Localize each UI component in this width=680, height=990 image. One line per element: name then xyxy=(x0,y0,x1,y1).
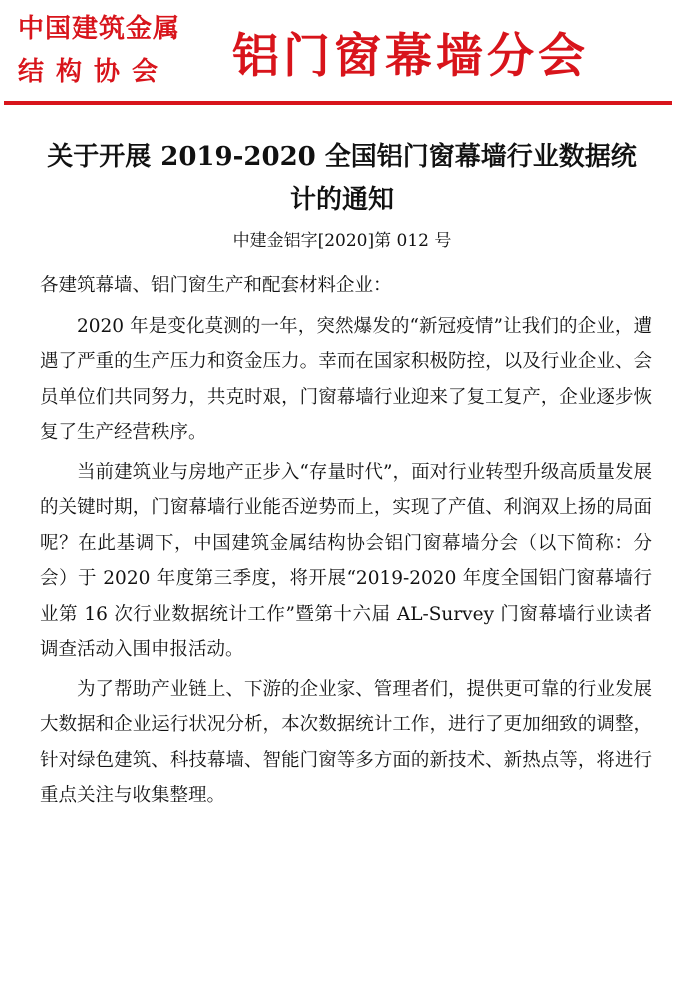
body-paragraph-3: 为了帮助产业链上、下游的企业家、管理者们，提供更可靠的行业发展大数据和企业运行状况分析，本次数据统计工作，进行了更加细致的调整，针对绿色建筑、科技幕墙、智能门窗等多方面的新技术、新热点等，将进行重点关注与收集整理。 xyxy=(40,678,652,806)
document-number: 中建金铝字[2020]第 012 号 xyxy=(232,231,452,251)
organization-name xyxy=(18,8,218,94)
document-title: 关于开展 2019-2020 全国铝门窗幕墙行业数据统计的通知 xyxy=(47,142,637,215)
salutation: 各建筑幕墙、铝门窗生产和配套材料企业： xyxy=(40,275,392,296)
organization-name-line2: 结构协会 xyxy=(18,57,171,87)
letterhead xyxy=(0,0,680,110)
letterhead-divider xyxy=(4,101,672,105)
body-paragraph-2: 当前建筑业与房地产正步入“存量时代”，面对行业转型升级高质量发展的关键时期，门窗幕墙行业能否逆势而上，实现了产值、利润双上扬的局面呢？在此基调下，中国建筑金属结构协会铝门窗幕墙分会（以下简称：分会）于 2020 年度第三季度，将开展“2019-2020 年度全国铝门窗幕墙行业第 16 次行业数据统计工作”暨第十六届 AL-Survey 门窗幕墙行业读者调查活动入围申报活动。 xyxy=(40,461,652,660)
body-paragraph-1: 2020 年是变化莫测的一年，突然爆发的“新冠疫情”让我们的企业，遭遇了严重的生产压力和资金压力。幸而在国家积极防控，以及行业企业、会员单位们共同努力，共克时艰，门窗幕墙行业迎来了复工复产，企业逐步恢复了生产经营秩序。 xyxy=(40,315,652,443)
branch-name: 铝门窗幕墙分会 xyxy=(232,29,589,84)
document-body xyxy=(40,268,652,818)
organization-name-line1: 中国建筑金属 xyxy=(18,14,181,44)
